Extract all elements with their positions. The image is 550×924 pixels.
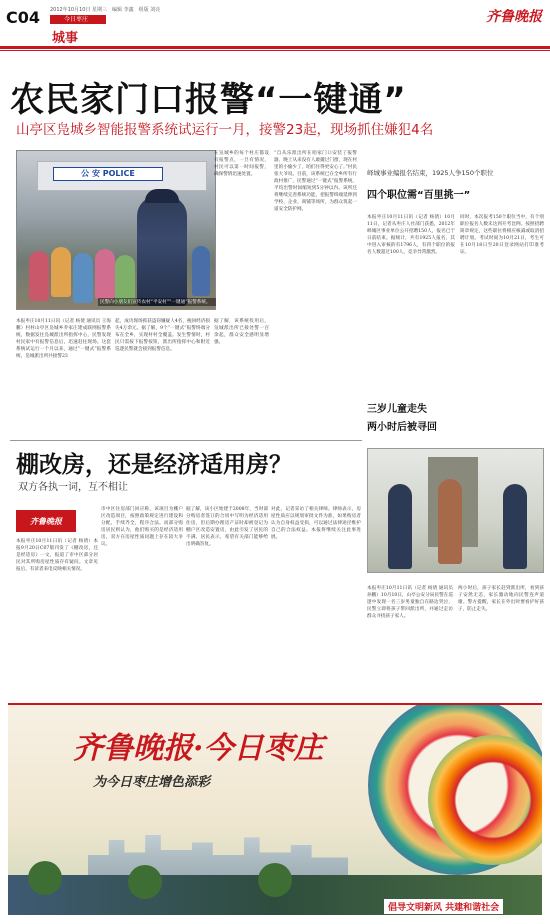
sidebar-kicker: 峄城事业编报名结束，1925人争150个职位	[367, 169, 494, 177]
lead-body-col-3: 在凫城乡的每个村庄都设有报警点，一旦有情况，村民可以第一时间报警，确保警情迅速处置。	[214, 151, 269, 177]
police-officer	[137, 196, 187, 306]
second-body-col-4: 对此，记者采访了相关律师。律师表示，房屋性质应以规划审批文件为准，如果购房者认为自身权益受损，可以通过法律途径维护自己的合法权益。本报将继续关注此事进展。	[271, 507, 361, 540]
header-rule-thin	[0, 50, 550, 51]
advertisement-banner	[8, 703, 542, 915]
child-figure	[29, 251, 49, 301]
ad-title: 齐鲁晚报·今日枣庄	[73, 731, 324, 766]
kid-story-body-col-1: 本报枣庄10月11日讯（记者 杨倩 通讯员 孙鹏）10月10日，山亭公安分局民警在巡逻中发现一名三岁男童独自在路边哭泣，民警立即将孩子带回派出所，并通过走访群众寻找孩子家人。	[367, 586, 453, 619]
ad-slogan: 为今日枣庄增色添彩	[93, 775, 211, 790]
tree	[258, 863, 292, 897]
child-figure	[51, 247, 71, 297]
lead-body-col-4: “自从乐派出所在咱家门口安装了报警器，晚上从来没有人敢撬过门窗，现在村里的小偷少了，咱们住得更安心了。”村民张大爷说。目前，该系统已在全乡所有行政村推广，民警通过“一键式”报警系统，平均出警时间缩短到5分钟以内。该所还将继续完善系统功能，把报警终端延伸到学校、企业、商铺等场所，为群众筑起一道安全防护网。	[274, 151, 357, 212]
officer-figure	[503, 484, 527, 569]
child-figure	[73, 253, 93, 303]
lead-body-col-3b: 据了解，该系统投用后，凫城派出所已接处警一百余起，群众安全感明显增强。	[214, 319, 269, 345]
lead-subheadline: 山亭区凫城乡智能报警系统试运行一月，接警23起，现场抓住嫌犯4名	[16, 122, 434, 138]
newspaper-logo-badge: 齐鲁晚报	[16, 510, 76, 532]
lead-body-col-1: 本报枣庄10月11日讯（记者 杨倩 通讯员 王海鹏）村村山亭区凫城乡乔家庄建成联网报警系统，数据发往凫城派出所指挥中心，民警发现村民家中有报警信息后，迅速赶往现场。这套系统试运行一个月以来，通过“一键式”报警系统，凫城派出所共接警23	[16, 319, 111, 359]
second-body-col-3: 据了解，该小区始建于2008年，当时部分购房者签订的合同中写明为经济适用住房，但后期办理房产证时却被登记为棚户区改造安置房，由此引发了居民的不满。居民表示，希望有关部门能够给出明确答复。	[186, 507, 268, 547]
masthead-logo: 齐鲁晚报	[486, 9, 542, 25]
officer-cap	[145, 189, 179, 203]
kid-story-headline-2: 两小时后被寻回	[367, 422, 437, 433]
kid-story-headline-1: 三岁儿童走失	[367, 404, 427, 415]
lead-body-col-2: 起，成功现场抓获盗窃嫌疑人4名，挽回经济损失4万余元。据了解，9个“一键式”报警终端分布在全乡，实现村村全覆盖。发生警情时，村民只需按下报警按钮，派出所指挥中心和附近巡逻民警就会接到报警信息。	[115, 319, 210, 352]
parent-figure	[438, 479, 462, 564]
section-title: 城事	[52, 31, 79, 46]
section-divider	[10, 440, 362, 441]
second-body-col-2: 市中区住房部门回应称，该项目为棚户区改造项目，按照政策规定进行建设和分配，手续齐全，程序合法。而部分购房居民则认为，他们购买的是经济适用房，双方在房屋性质问题上存在较大争议。	[101, 507, 183, 547]
lead-headline: 农民家门口报警“一键通”	[10, 80, 407, 120]
kid-story-body-col-2: 两小时后，孩子家长赶到派出所，看到孩子安然无恙，家长激动地向民警连声道谢。警方提醒，家长在外出时要看护好孩子，防止走失。	[458, 586, 544, 612]
ad-tagline: 倡导文明新风 共建和谐社会	[384, 899, 503, 914]
region-tag: 今日枣庄	[50, 15, 106, 24]
photo-caption: 民警向小朋友们宣传农村“平安村”“一键通”报警系统。	[98, 298, 216, 306]
city-skyline	[88, 825, 348, 875]
police-sign: 公 安 POLICE	[53, 167, 163, 181]
second-subheadline: 双方各执一词，互不相让	[18, 482, 128, 493]
tree	[128, 865, 162, 899]
sidebar-body-col-1: 本报枣庄10月11日讯（记者 杨倩）10月11日，记者从枣庄人社部门获悉，2012年峄城区事业单位公开招聘150人，报名已于日前结束。据统计，共有1925人报名，其中进入审核的有1796人，有四个职位的报名人数超过100人，竞争异常激烈。	[367, 215, 455, 255]
header-rule	[0, 46, 550, 49]
sidebar-body-col-2: 同时，本次报考150个职位当中，有个别职位报名人数未达到开考比例。按照招聘简章规定，这些职位将相应核减或取消招聘计划。考试时间为10月21日，考生可在10月18日至20日登录网站打印准考证。	[460, 215, 544, 255]
child-figure	[95, 249, 115, 299]
second-body-col-1: 本报枣庄10月11日讯（记者 杨倩）本报9月20日C07版刊发了《棚改房，还是经适房》一文，报道了市中区部分居民对其所购房屋性质存有疑问。文章见报后，有读者来电反映相关情况。	[16, 539, 98, 572]
tree	[28, 861, 62, 895]
lead-photo	[16, 150, 216, 310]
officer-figure	[388, 484, 412, 569]
sidebar-headline: 四个职位需“百里挑一”	[367, 190, 471, 201]
second-headline: 棚改房，还是经济适用房？	[16, 452, 292, 478]
issue-meta: 2012年10月10日 星期三 编辑 李鑫 组版 刘亮	[50, 7, 161, 13]
child-figure	[192, 246, 210, 296]
kid-story-photo	[367, 448, 544, 573]
page-number: C04	[6, 8, 41, 27]
